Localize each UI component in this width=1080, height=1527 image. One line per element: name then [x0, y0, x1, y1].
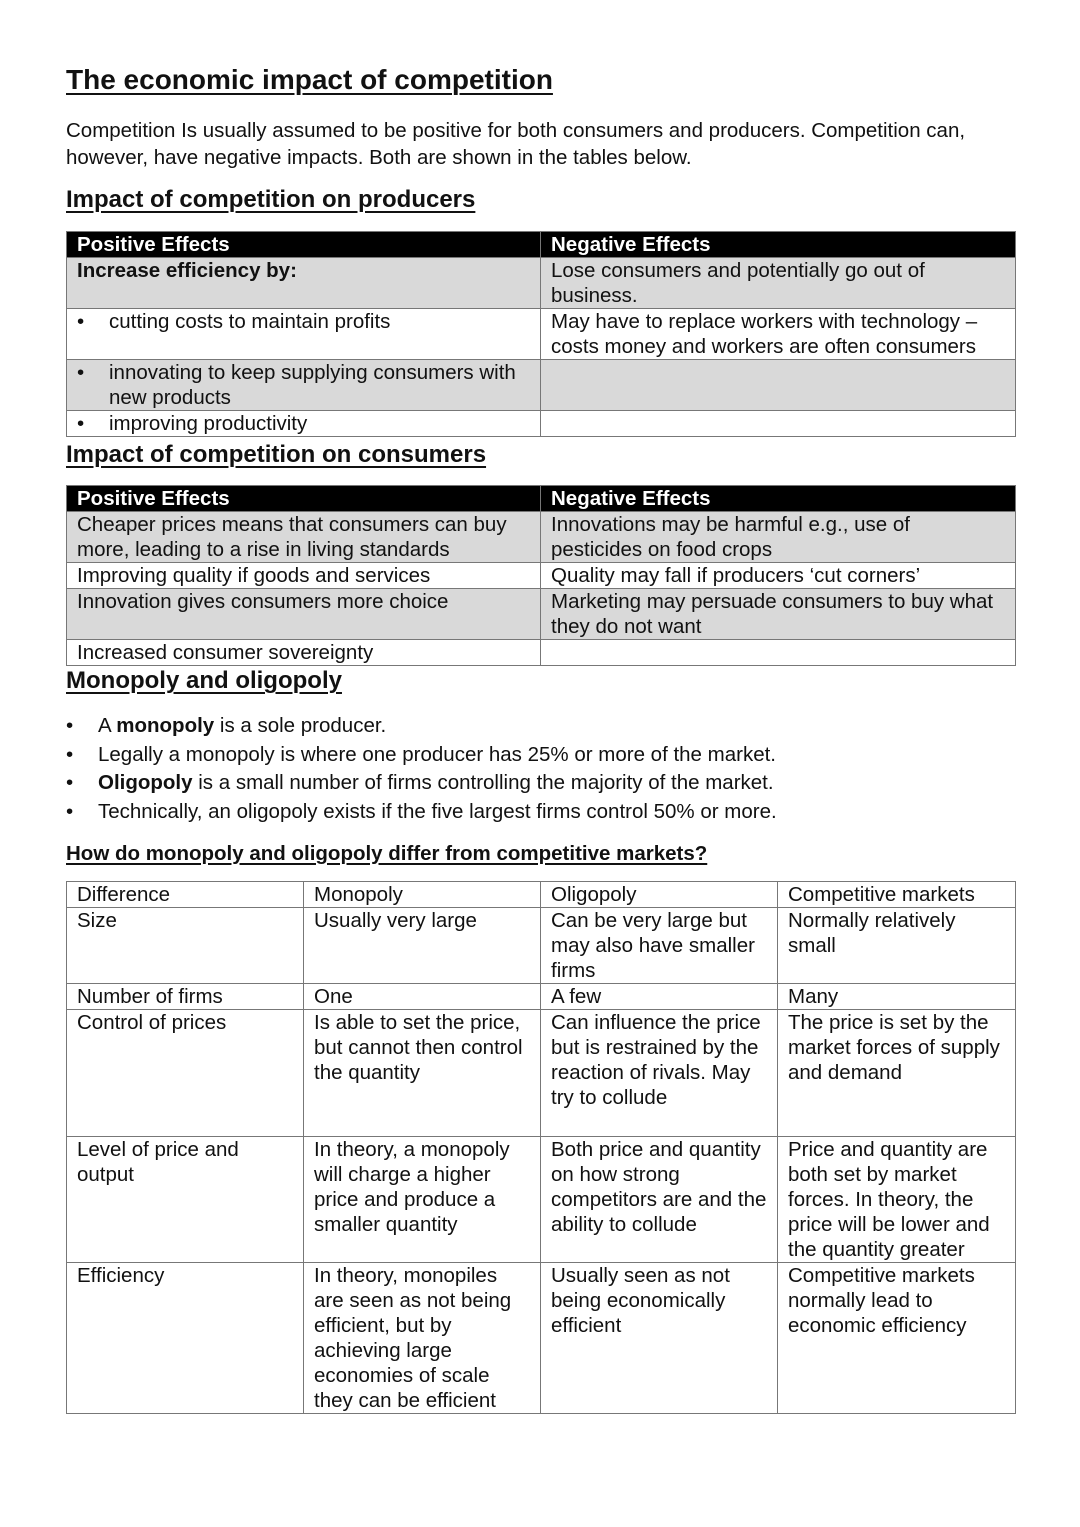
monopoly-points	[66, 712, 1006, 826]
table-cell: Both price and quantity on how strong competitors are and the ability to collude	[541, 1137, 778, 1263]
table-cell: Level of price and output	[67, 1137, 304, 1263]
table-row	[67, 984, 1016, 1010]
table-cell: Lose consumers and potentially go out of business.	[541, 258, 1016, 309]
column-header: Competitive markets	[778, 882, 1016, 908]
table-cell: Efficiency	[67, 1263, 304, 1414]
table-cell: Improving quality if goods and services	[67, 563, 541, 589]
table-row	[67, 1010, 1016, 1137]
table-cell: Usually very large	[304, 908, 541, 984]
intro-paragraph: Competition Is usually assumed to be positive for both consumers and producers. Competition can, however, have negative impacts. Both are shown in the tables below.	[66, 119, 966, 169]
negative-effects-header: Negative Effects	[541, 232, 1016, 258]
table-cell: One	[304, 984, 541, 1010]
table-row	[67, 1137, 1016, 1263]
table-cell: Number of firms	[67, 984, 304, 1010]
negative-effects-header: Negative Effects	[541, 486, 1016, 512]
table-cell: Innovations may be harmful e.g., use of pesticides on food crops	[541, 512, 1016, 563]
table-cell: A few	[541, 984, 778, 1010]
positive-effects-header: Positive Effects	[67, 486, 541, 512]
table-cell: Innovation gives consumers more choice	[67, 589, 541, 640]
table-cell: • improving productivity	[67, 411, 541, 437]
comparison-subheading: How do monopoly and oligopoly differ from competitive markets?	[66, 842, 708, 865]
table-cell: • innovating to keep supplying consumers with new products	[67, 360, 541, 411]
table-cell	[541, 360, 1016, 411]
table-cell: Cheaper prices means that consumers can buy more, leading to a rise in living standards	[67, 512, 541, 563]
column-header: Oligopoly	[541, 882, 778, 908]
table-cell: Marketing may persuade consumers to buy what they do not want	[541, 589, 1016, 640]
comparison-table	[66, 881, 1016, 1414]
list-item: • Technically, an oligopoly exists if the five largest firms control 50% or more.	[66, 799, 777, 823]
table-cell: Usually seen as not being economically efficient	[541, 1263, 778, 1414]
consumers-heading: Impact of competition on consumers	[66, 441, 487, 468]
table-cell: Normally relatively small	[778, 908, 1016, 984]
column-header: Difference	[67, 882, 304, 908]
producers-heading: Impact of competition on producers	[66, 186, 476, 213]
positive-effects-header: Positive Effects	[67, 232, 541, 258]
table-cell: Price and quantity are both set by market forces. In theory, the price will be lower and the quantity greater	[778, 1137, 1016, 1263]
table-cell: Quality may fall if producers ‘cut corners’	[541, 563, 1016, 589]
list-item: • Legally a monopoly is where one producer has 25% or more of the market.	[66, 742, 777, 766]
table-cell: The price is set by the market forces of supply and demand	[778, 1010, 1016, 1137]
table-cell: In theory, a monopoly will charge a higher price and produce a smaller quantity	[304, 1137, 541, 1263]
table-cell: Can be very large but may also have smaller firms	[541, 908, 778, 984]
list-item: • A monopoly is a sole producer.	[66, 714, 387, 737]
table-cell: Increased consumer sovereignty	[67, 640, 541, 666]
table-cell: In theory, monopiles are seen as not being efficient, but by achieving large economies of scale they can be efficient	[304, 1263, 541, 1414]
table-row	[67, 908, 1016, 984]
column-header: Monopoly	[304, 882, 541, 908]
table-cell: Control of prices	[67, 1010, 304, 1137]
monopoly-heading: Monopoly and oligopoly	[66, 667, 342, 694]
table-cell: Increase efficiency by:	[67, 258, 541, 309]
table-cell	[541, 640, 1016, 666]
table-cell: Competitive markets normally lead to economic efficiency	[778, 1263, 1016, 1414]
producers-table	[66, 231, 1016, 437]
table-cell: Size	[67, 908, 304, 984]
list-item: • Oligopoly is a small number of firms controlling the majority of the market.	[66, 771, 774, 794]
table-cell: Is able to set the price, but cannot then control the quantity	[304, 1010, 541, 1137]
table-cell: May have to replace workers with technology – costs money and workers are often consumers	[541, 309, 1016, 360]
table-row	[67, 1263, 1016, 1414]
table-cell: • cutting costs to maintain profits	[67, 309, 541, 360]
table-cell	[541, 411, 1016, 437]
consumers-table	[66, 485, 1016, 666]
table-cell: Can influence the price but is restrained by the reaction of rivals. May try to collude	[541, 1010, 778, 1137]
page-title: The economic impact of competition	[66, 64, 553, 95]
table-cell: Many	[778, 984, 1016, 1010]
